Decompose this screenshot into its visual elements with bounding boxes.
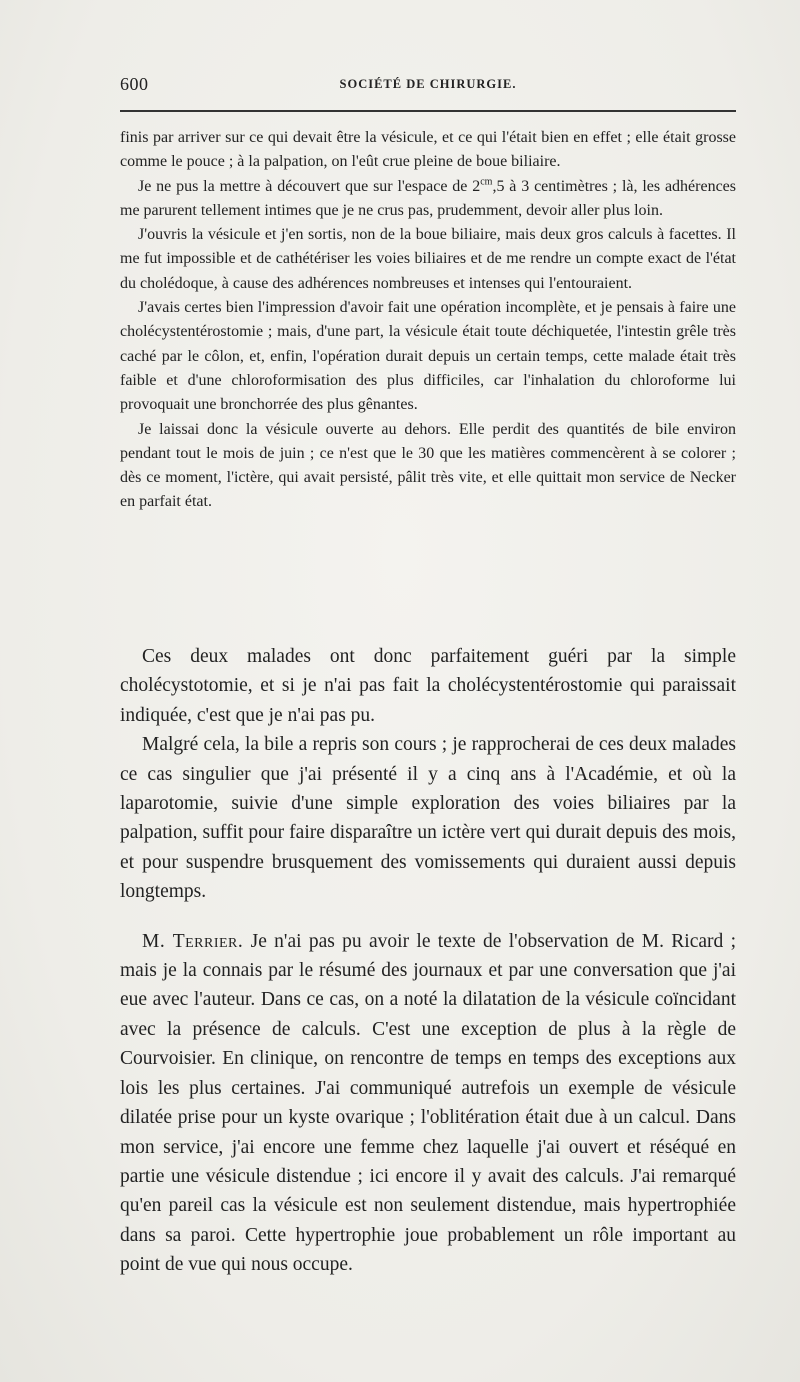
paragraph: Malgré cela, la bile a repris son cours ; je rapprocherai de ces deux malades ce cas singulier que j'ai présenté il y a cinq ans à l'Académie, et où la laparotomie, suivie d'une simple exploration des voies biliaires par la palpation, suffit pour faire disparaître un ictère vert qui durait depuis des mois, et pour suspendre brusquement des vomissements qui duraient aussi depuis longtemps. xyxy=(120,734,736,903)
unit-superscript: cm xyxy=(480,176,493,188)
paragraph-text: ,5 à 3 centimètres ; là, les adhérences me parurent tellement intimes que je ne crus pas, prudemment, devoir aller plus loin. xyxy=(120,177,737,219)
case-report-section xyxy=(120,126,736,515)
terrier-paragraph xyxy=(120,927,736,1280)
header-rule xyxy=(120,110,736,112)
paragraph: Je laissai donc la vésicule ouverte au dehors. Elle perdit des quantités de bile environ pendant tout le mois de juin ; ce n'est que le 30 que les matières commencèrent à se colorer ; dès ce moment, l'ictère, qui avait persisté, pâlit très vite, et elle quittait mon service de Necker en parfait état. xyxy=(120,420,736,511)
page-header xyxy=(120,74,736,102)
paragraph: finis par arriver sur ce qui devait être la vésicule, et ce qui l'était bien en effet ; elle était grosse comme le pouce ; à la palpation, on l'eût crue pleine de boue biliaire. xyxy=(120,129,736,171)
paragraph: J'avais certes bien l'impression d'avoir fait une opération incomplète, et je pensais à faire une cholécystentérostomie ; mais, d'une part, la vésicule était toute déchiquetée, l'intestin grêle très caché par le côlon, et, enfin, l'opération durait depuis un certain temps, cette malade était très faible et d'une chloroformisation des plus difficiles, car l'inhalation du chloroforme lui provoquait une bronchorrée des plus gênantes. xyxy=(120,299,736,414)
main-text-section xyxy=(120,642,736,1280)
running-head: SOCIÉTÉ DE CHIRURGIE. xyxy=(339,77,517,91)
paragraph: Ces deux malades ont donc parfaitement guéri par la simple cholécystotomie, et si je n'ai pas fait la cholécystentérostomie qui paraissait indiquée, c'est que je n'ai pas pu. xyxy=(120,646,736,726)
paragraph-text: Je ne pus la mettre à découvert que sur l'espace de 2 xyxy=(138,177,481,195)
paragraph-text: Je n'ai pas pu avoir le texte de l'observation de M. Ricard ; mais je la connais par le résumé des journaux et par une conversation que j'ai eue avec l'auteur. Dans ce cas, on a noté la dilatation de la vésicule coïncidant avec la présence de calculs. C'est une exception de plus à la règle de Courvoisier. En clinique, on rencontre de temps en temps des exceptions aux lois les plus certaines. J'ai communiqué autrefois un exemple de vésicule dilatée prise pour un kyste ovarique ; l'oblitération était due à un calcul. Dans mon service, j'ai encore une femme chez laquelle j'ai ouvert et réséqué en partie une vésicule distendue ; ici encore il y avait des calculs. J'ai remarqué qu'en pareil cas la vésicule est non seulement distendue, mais hypertrophiée dans sa paroi. Cette hypertrophie joue probablement un rôle important au point de vue qui nous occupe. xyxy=(120,930,737,1276)
page-number: 600 xyxy=(120,74,149,94)
paragraph xyxy=(120,175,736,224)
speaker-name: M. Terrier. xyxy=(142,930,244,952)
paragraph: J'ouvris la vésicule et j'en sortis, non de la boue biliaire, mais deux gros calculs à facettes. Il me fut impossible et de cathétériser les voies biliaires et de me rendre un compte exact de l'état du cholédoque, à cause des adhérences nombreuses et intenses qui l'entouraient. xyxy=(120,226,736,292)
